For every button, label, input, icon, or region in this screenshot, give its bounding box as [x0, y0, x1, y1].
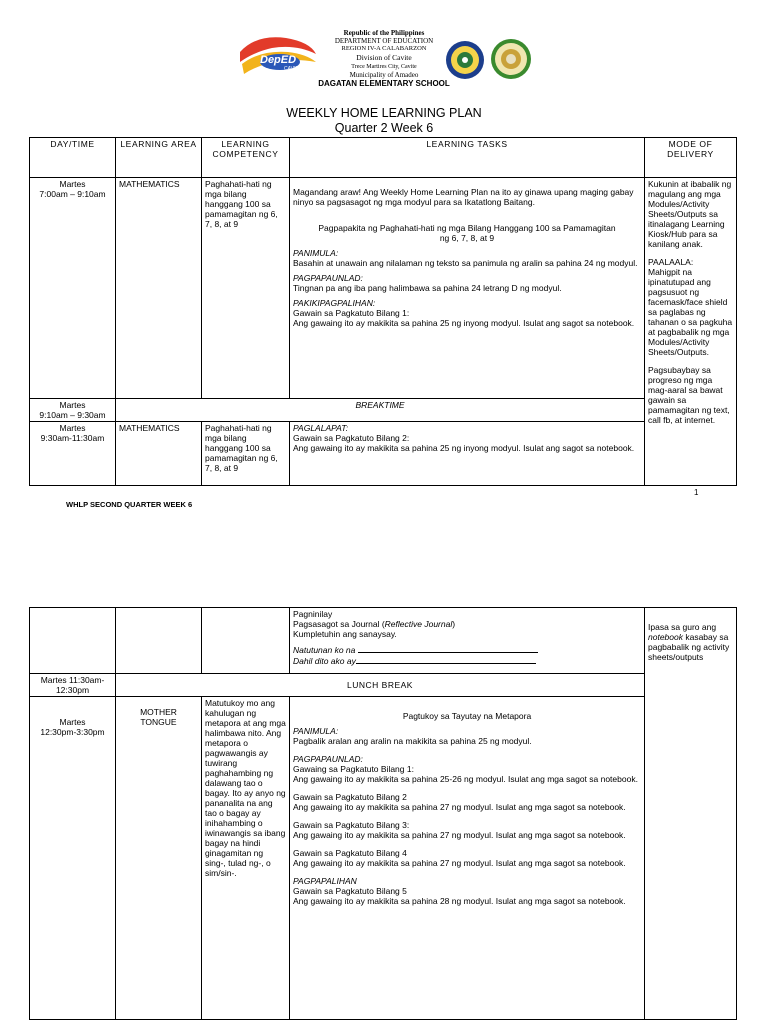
time-label: 9:10am – 9:30am [39, 410, 106, 420]
header-day-time: DAY/TIME [30, 138, 116, 178]
day-label: Martes [59, 423, 86, 433]
header-department: DEPARTMENT OF EDUCATION [334, 37, 434, 45]
learning-competency-cell: Paghahati-hati ng mga bilang hanggang 100 sa pamamagitan ng 6, 7, 8, at 9 [202, 178, 290, 399]
mode-of-delivery-cell [645, 178, 737, 486]
panimula-heading: PANIMULA: [293, 248, 339, 258]
time-label: 12:30pm-3:30pm [40, 727, 105, 737]
division-seal [445, 40, 485, 80]
mode-text-1: Kukunin at ibabalik ng magulang ang mga Modules/Activity Sheets/Outputs sa itinalagang Learning Kiosk/Hub para sa kanilang anak. [648, 179, 732, 249]
lesson-topic: Pagtukoy sa Tayutay na Metapora [402, 711, 532, 721]
header-learning-area: LEARNING AREA [116, 138, 202, 178]
gawain-2-heading: Gawain sa Pagkatuto Bilang 2 [293, 792, 407, 802]
header-mode-of-delivery: MODE OF DELIVERY [645, 138, 737, 178]
table-row [30, 697, 737, 1020]
plan-table-page1 [29, 137, 737, 486]
time-label: 9:30am-11:30am [40, 433, 105, 443]
gawain-1-heading: Gawain sa Pagkatuto Bilang 1: [293, 308, 410, 318]
gawain-5-heading: Gawain sa Pagkatuto Bilang 5 [293, 886, 407, 896]
table-row [30, 674, 737, 697]
gawain-4-text: Ang gawaing ito ay makikita sa pahina 27 ng modyul. Isulat ang mga sagot sa notebook. [293, 858, 626, 868]
paalaala-heading: PAALAALA: [648, 257, 694, 267]
gawain-1-heading: Gawaing sa Pagkatuto Bilang 1: [293, 764, 414, 774]
panimula-text: Pagbalik aralan ang aralin na makikita sa pahina 25 ng modyul. [293, 736, 532, 746]
gawain-3-heading: Gawain sa Pagkatuto Bilang 3: [293, 820, 410, 830]
header-region: REGION IV-A CALABARZON [341, 45, 427, 52]
table-row [30, 178, 737, 399]
day-label: Martes [59, 400, 86, 410]
gawain-2-text: Ang gawaing ito ay makikita sa pahina 27 ng modyul. Isulat ang mga sagot sa notebook. [293, 802, 626, 812]
page-footer: WHLP SECOND QUARTER WEEK 6 [66, 500, 193, 509]
day-label: Martes [59, 179, 86, 189]
page-number: 1 [694, 488, 699, 497]
learning-area-cell: MATHEMATICS [116, 178, 202, 399]
pagpapalihan-heading: PAGPAPALIHAN [293, 876, 357, 886]
dahil-line: Dahil dito ako ay [293, 655, 641, 666]
header-learning-tasks: LEARNING TASKS [290, 138, 645, 178]
pagpapaunlad-text: Tingnan pa ang iba pang halimbawa sa pahina 24 letrang D ng modyul. [293, 283, 562, 293]
mode-of-delivery-cell: Ipasa sa guro ang notebook kasabay sa pagbabalik ng activity sheets/outputs [645, 608, 737, 1020]
learning-area-cell: MATHEMATICS [116, 422, 202, 486]
gawain-2-heading: Gawain sa Pagkatuto Bilang 2: [293, 433, 410, 443]
learning-competency-cell: Matutukoy mo ang kahulugan ng metapora at ang mga halimbawa nito. Ang metapora o pagwawangis ay tuwirang paghahambing ng dalawang tao o bagay. Ito ay anyo ng pananalita na ang tao o bagay ay inihahambing o iwinawangis sa ibang bagay na hindi ginagamitan ng sing-, tulad ng-, o sim/sin-. [202, 697, 290, 1020]
gawain-4-heading: Gawain sa Pagkatuto Bilang 4 [293, 848, 407, 858]
gawain-2-text: Ang gawaing ito ay makikita sa pahina 25 ng inyong modyul. Isulat ang sagot sa notebook. [293, 443, 635, 453]
pakikipagpalihan-heading: PAKIKIPAGPALIHAN: [293, 298, 376, 308]
plan-table-page2 [29, 607, 737, 1020]
day-label: Martes [59, 717, 86, 727]
greeting-text: Magandang araw! Ang Weekly Home Learning Plan na ito ay ginawa upang maging gabay ninyo sa pagsasagot ng mga modyul para sa Ikatatlong Baitang. [293, 187, 634, 207]
day-time-cell: Martes 11:30am-12:30pm [30, 674, 116, 697]
mode-text-2: Mahigpit na ipinatutupad ang pagsusuot ng facemask/face shield sa paglabas ng tahanan o sa pagkuha at pagbabalik ng mga Modules/Activity Sheets/Outputs. [648, 267, 733, 357]
learning-tasks-cell [290, 422, 645, 486]
pagpapaunlad-heading: PAGPAPAUNLAD: [293, 754, 363, 764]
day-time-cell [30, 178, 116, 399]
learning-tasks-cell [290, 178, 645, 399]
school-seal [490, 38, 532, 80]
pagpapaunlad-heading: PAGPAPAUNLAD: [293, 273, 363, 283]
day-time-cell [30, 697, 116, 1020]
school-name: DAGATAN ELEMENTARY SCHOOL [318, 79, 450, 88]
gawain-3-text: Ang gawaing ito ay makikita sa pahina 27 ng modyul. Isulat ang mga sagot sa notebook. [293, 830, 626, 840]
learning-competency-cell: Paghahati-hati ng mga bilang hanggang 100 sa pamamagitan ng 6, 7, 8, at 9 [202, 422, 290, 486]
gawain-1-text: Ang gawaing ito ay makikita sa pahina 25 ng inyong modyul. Isulat ang sagot sa notebook. [293, 318, 635, 328]
journal-instruction: Pagsasagot sa Journal (Reflective Journal) [293, 619, 456, 629]
table-row [30, 399, 737, 422]
header-division: Division of Cavite [356, 53, 412, 62]
mode-text-3: Pagsubaybay sa progreso ng mga mag-aaral sa bawat gawain sa pamamagitan ng text, call fb, at internet. [648, 365, 730, 425]
header-city: Trece Martires City, Cavite [351, 64, 417, 70]
deped-logo-text: DepED [260, 54, 297, 66]
learning-area-cell: MOTHER TONGUE [116, 697, 202, 1020]
breaktime-label: BREAKTIME [116, 399, 645, 422]
kumpletuhin-text: Kumpletuhin ang sanaysay. [293, 629, 397, 639]
plan-subtitle: Quarter 2 Week 6 [334, 121, 434, 135]
day-time-cell [30, 399, 116, 422]
panimula-text: Basahin at unawain ang nilalaman ng teksto sa panimula ng aralin sa pahina 24 ng modyul. [293, 258, 638, 268]
table-row [30, 608, 737, 674]
deped-logo-subtext: CAVITE [284, 66, 302, 72]
reflection-cell [290, 608, 645, 674]
header-learning-competency: LEARNING COMPETENCY [202, 138, 290, 178]
natutunan-line: Natutunan ko na [293, 644, 641, 655]
table-row [30, 422, 737, 486]
gawain-1-text: Ang gawaing ito ay makikita sa pahina 25-26 ng modyul. Isulat ang mga sagot sa notebook. [293, 774, 638, 784]
paglalapat-heading: PAGLALAPAT: [293, 423, 349, 433]
time-label: 7:00am – 9:10am [39, 189, 106, 199]
lunch-break-label: LUNCH BREAK [116, 674, 645, 697]
gawain-5-text: Ang gawaing ito ay makikita sa pahina 28 ng modyul. Isulat ang mga sagot sa notebook. [293, 896, 626, 906]
panimula-heading: PANIMULA: [293, 726, 339, 736]
day-time-cell [30, 422, 116, 486]
header-municipality: Municipality of Amadeo [349, 71, 419, 79]
pagninilay-heading: Pagninilay [293, 609, 333, 619]
plan-title: WEEKLY HOME LEARNING PLAN [286, 106, 482, 120]
learning-tasks-cell [290, 697, 645, 1020]
header-republic: Republic of the Philippines [343, 29, 425, 37]
lesson-topic: Pagpapakita ng Paghahati-hati ng mga Bilang Hanggang 100 sa Pamamagitan ng 6, 7, 8, at 9 [318, 223, 616, 243]
